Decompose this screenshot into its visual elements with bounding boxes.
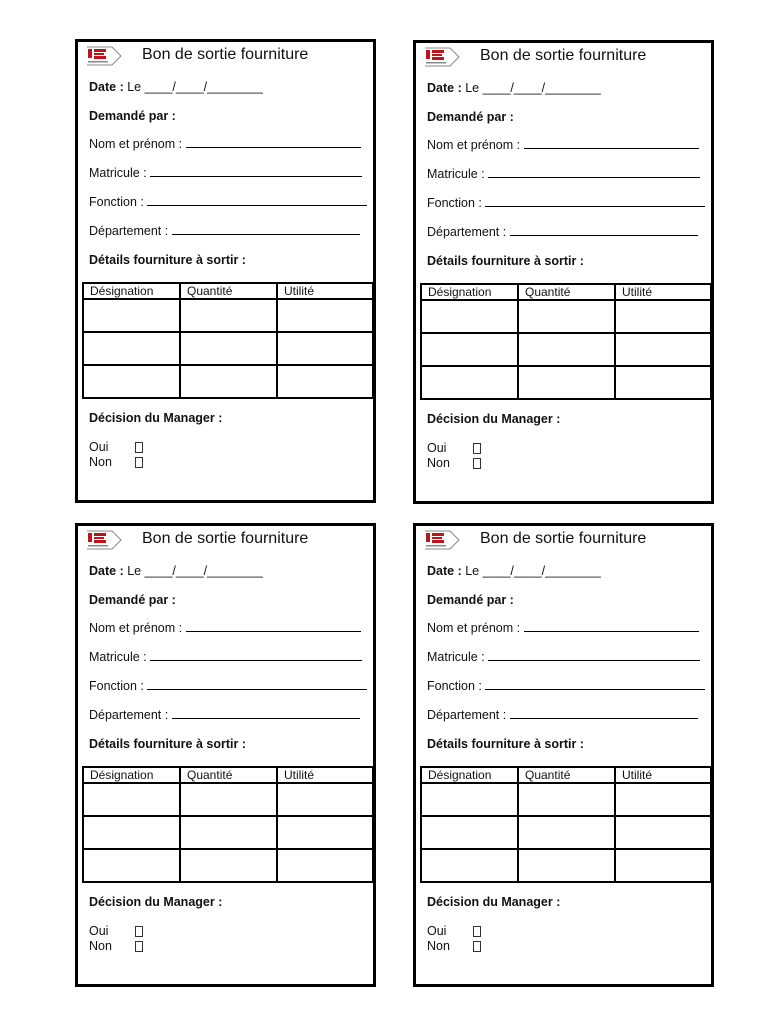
requested-by-label: Demandé par : [89, 109, 176, 123]
table-row [84, 300, 372, 333]
column-quantity: Quantité [519, 285, 616, 299]
department-label: Département : [89, 708, 172, 722]
table-cell[interactable] [181, 333, 278, 364]
table-row [422, 334, 710, 367]
name-label: Nom et prénom : [427, 138, 524, 152]
department-label: Département : [427, 708, 510, 722]
form-card-bottom-right [413, 523, 714, 987]
date-label: Date : [89, 564, 124, 578]
function-label: Fonction : [89, 195, 148, 209]
table-cell[interactable] [84, 817, 181, 848]
table-row [422, 301, 710, 334]
table-cell[interactable] [278, 300, 372, 331]
requested-by-label: Demandé par : [427, 110, 514, 124]
option-yes [89, 924, 108, 938]
function-label: Fonction : [427, 196, 486, 210]
no-checkbox[interactable] [473, 458, 481, 469]
department-label: Département : [89, 224, 172, 238]
table-cell[interactable] [278, 817, 372, 848]
table-cell[interactable] [422, 850, 519, 881]
function-label: Fonction : [427, 679, 486, 693]
details-label: Détails fourniture à sortir : [89, 737, 246, 751]
department-label: Département : [427, 225, 510, 239]
id-label: Matricule : [89, 166, 151, 180]
id-field[interactable] [488, 167, 700, 178]
function-label: Fonction : [89, 679, 148, 693]
yes-checkbox[interactable] [473, 443, 481, 454]
table-cell[interactable] [616, 301, 710, 332]
table-cell[interactable] [278, 850, 372, 881]
column-quantity: Quantité [519, 768, 616, 782]
table-cell[interactable] [422, 367, 519, 398]
table-cell[interactable] [278, 784, 372, 815]
option-no [427, 456, 450, 470]
department-field[interactable] [172, 708, 360, 719]
table-header [422, 285, 710, 301]
company-logo [86, 45, 122, 67]
date-row [89, 564, 263, 578]
name-label: Nom et prénom : [427, 621, 524, 635]
table-row [422, 367, 710, 398]
name-label: Nom et prénom : [89, 137, 186, 151]
table-cell[interactable] [616, 817, 710, 848]
form-title: Bon de sortie fourniture [142, 530, 309, 547]
details-label: Détails fourniture à sortir : [427, 254, 584, 268]
option-yes-label: Oui [89, 440, 109, 454]
table-row [84, 784, 372, 817]
option-no-label: Non [427, 456, 450, 470]
no-checkbox[interactable] [135, 457, 143, 468]
function-field[interactable] [147, 195, 367, 206]
function-field[interactable] [485, 196, 705, 207]
table-cell[interactable] [181, 784, 278, 815]
table-cell[interactable] [84, 784, 181, 815]
table-cell[interactable] [84, 333, 181, 364]
table-cell[interactable] [181, 817, 278, 848]
department-field[interactable] [172, 224, 360, 235]
yes-checkbox[interactable] [135, 442, 143, 453]
table-row [422, 817, 710, 850]
supplies-table [420, 766, 712, 883]
name-field[interactable] [524, 621, 699, 632]
company-logo [86, 529, 122, 551]
table-cell[interactable] [519, 817, 616, 848]
form-title: Bon de sortie fourniture [142, 46, 309, 63]
requested-by-label: Demandé par : [427, 593, 514, 607]
company-logo [424, 529, 460, 551]
date-label: Date : [427, 564, 462, 578]
department-field[interactable] [510, 708, 698, 719]
column-utility: Utilité [284, 284, 315, 298]
id-field[interactable] [150, 650, 362, 661]
column-utility: Utilité [622, 285, 653, 299]
table-row [422, 850, 710, 881]
table-row [84, 333, 372, 366]
column-designation: Désignation [84, 768, 181, 782]
table-cell[interactable] [519, 301, 616, 332]
table-row [84, 366, 372, 397]
no-checkbox[interactable] [135, 941, 143, 952]
date-label: Date : [89, 80, 124, 94]
supplies-table [82, 282, 374, 399]
option-yes-label: Oui [427, 441, 447, 455]
table-header [84, 284, 372, 300]
id-field[interactable] [150, 166, 362, 177]
id-field[interactable] [488, 650, 700, 661]
date-label: Date : [427, 81, 462, 95]
option-yes [89, 440, 108, 454]
form-card-top-right [413, 40, 714, 504]
table-cell[interactable] [616, 334, 710, 365]
table-header [422, 768, 710, 784]
column-quantity: Quantité [181, 284, 278, 298]
option-yes [427, 441, 446, 455]
table-cell[interactable] [422, 784, 519, 815]
column-quantity: Quantité [181, 768, 278, 782]
option-no [89, 455, 112, 469]
date-field[interactable]: Le ____/____/________ [465, 564, 601, 578]
table-cell[interactable] [616, 367, 710, 398]
table-row [84, 850, 372, 881]
decision-label: Décision du Manager : [427, 895, 561, 909]
table-cell[interactable] [422, 817, 519, 848]
table-cell[interactable] [422, 334, 519, 365]
form-card-top-left [75, 39, 376, 503]
id-label: Matricule : [89, 650, 151, 664]
table-cell[interactable] [519, 367, 616, 398]
date-field[interactable]: Le ____/____/________ [127, 80, 263, 94]
option-no-label: Non [89, 455, 112, 469]
option-no-label: Non [89, 939, 112, 953]
supplies-table [420, 283, 712, 400]
table-cell[interactable] [616, 850, 710, 881]
option-yes-label: Oui [89, 924, 109, 938]
table-row [84, 817, 372, 850]
department-field[interactable] [510, 225, 698, 236]
table-cell[interactable] [278, 366, 372, 397]
yes-checkbox[interactable] [135, 926, 143, 937]
function-field[interactable] [485, 679, 705, 690]
column-designation: Désignation [422, 768, 519, 782]
form-title: Bon de sortie fourniture [480, 530, 647, 547]
no-checkbox[interactable] [473, 941, 481, 952]
table-header [84, 768, 372, 784]
table-cell[interactable] [84, 850, 181, 881]
decision-label: Décision du Manager : [89, 895, 223, 909]
requested-by-label: Demandé par : [89, 593, 176, 607]
table-cell[interactable] [181, 366, 278, 397]
table-cell[interactable] [181, 300, 278, 331]
form-title: Bon de sortie fourniture [480, 47, 647, 64]
table-cell[interactable] [422, 301, 519, 332]
table-cell[interactable] [84, 300, 181, 331]
column-designation: Désignation [84, 284, 181, 298]
yes-checkbox[interactable] [473, 926, 481, 937]
column-designation: Désignation [422, 285, 519, 299]
company-logo [424, 46, 460, 68]
name-field[interactable] [524, 138, 699, 149]
date-row [89, 80, 263, 94]
option-no-label: Non [427, 939, 450, 953]
table-cell[interactable] [84, 366, 181, 397]
table-cell[interactable] [519, 334, 616, 365]
table-cell[interactable] [181, 850, 278, 881]
table-cell[interactable] [519, 784, 616, 815]
option-yes-label: Oui [427, 924, 447, 938]
column-utility: Utilité [284, 768, 315, 782]
id-label: Matricule : [427, 650, 489, 664]
table-cell[interactable] [519, 850, 616, 881]
decision-label: Décision du Manager : [427, 412, 561, 426]
option-yes [427, 924, 446, 938]
name-label: Nom et prénom : [89, 621, 186, 635]
details-label: Détails fourniture à sortir : [427, 737, 584, 751]
function-field[interactable] [147, 679, 367, 690]
form-card-bottom-left [75, 523, 376, 987]
column-utility: Utilité [622, 768, 653, 782]
id-label: Matricule : [427, 167, 489, 181]
table-cell[interactable] [278, 333, 372, 364]
table-row [422, 784, 710, 817]
name-field[interactable] [186, 621, 361, 632]
option-no [89, 939, 112, 953]
date-row [427, 81, 601, 95]
date-field[interactable]: Le ____/____/________ [465, 81, 601, 95]
decision-label: Décision du Manager : [89, 411, 223, 425]
details-label: Détails fourniture à sortir : [89, 253, 246, 267]
name-field[interactable] [186, 137, 361, 148]
supplies-table [82, 766, 374, 883]
option-no [427, 939, 450, 953]
date-field[interactable]: Le ____/____/________ [127, 564, 263, 578]
date-row [427, 564, 601, 578]
table-cell[interactable] [616, 784, 710, 815]
